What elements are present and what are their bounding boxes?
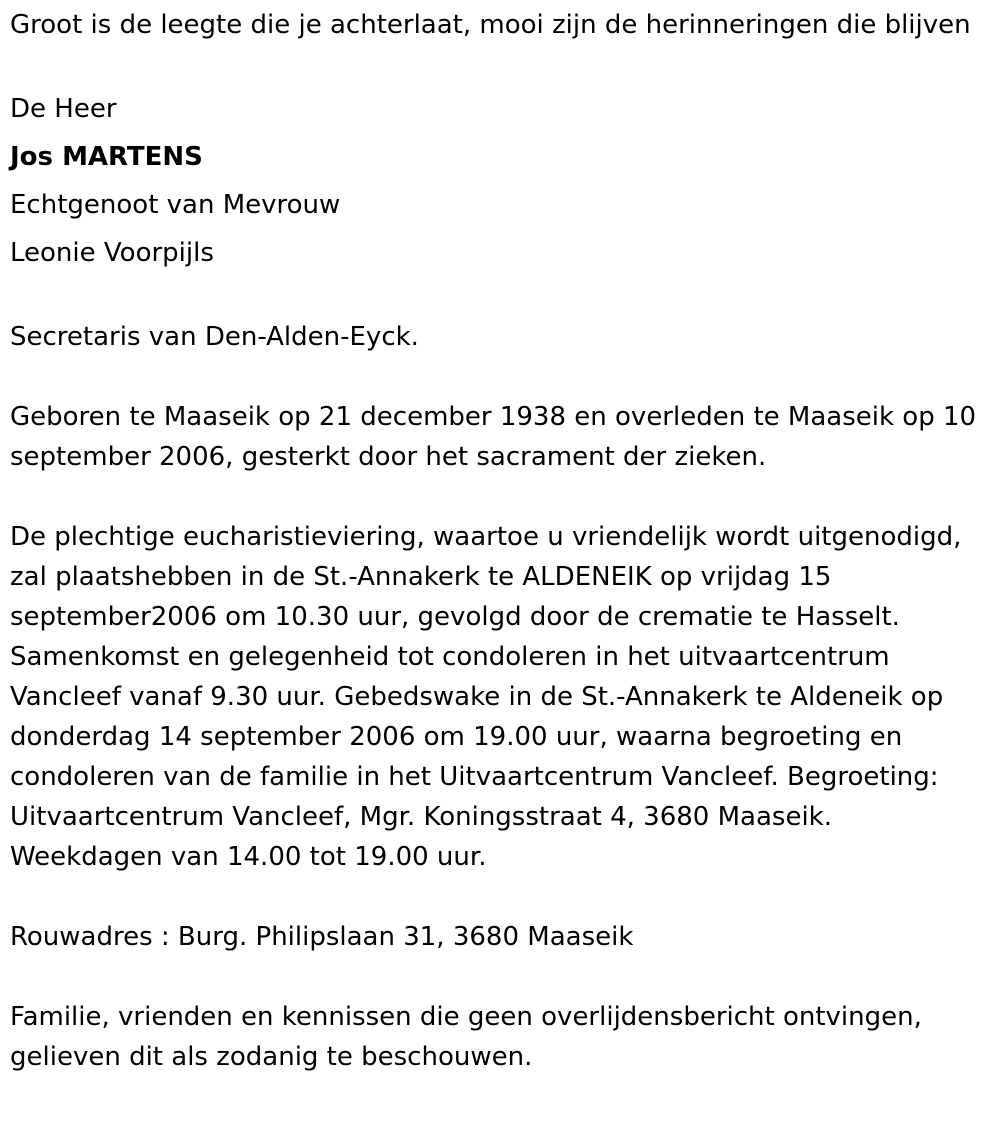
spacer bbox=[10, 45, 990, 85]
spacer bbox=[10, 877, 990, 917]
closing-note: Familie, vrienden en kennissen die geen overlijdensbericht ontvingen, gelieven dit als zodanig te beschouwen. bbox=[10, 1002, 922, 1072]
title-prefix: De Heer bbox=[10, 94, 117, 124]
spacer bbox=[10, 957, 990, 997]
mourning-address: Rouwadres : Burg. Philipslaan 31, 3680 Maaseik bbox=[10, 922, 634, 952]
ceremony-text: De plechtige eucharistieviering, waartoe u vriendelijk wordt uitgenodigd, zal plaatshebben in de St.-Annakerk te ALDENEIK op vrijdag 15 september2006 om 10.30 uur, gevolgd door de crematie te Hasselt. Samenkomst en gelegenheid tot condoleren in het uitvaartcentrum Vancleef vanaf 9.30 uur. Gebedswake in de St.-Annakerk te Aldeneik op donderdag 14 september 2006 om 19.00 uur, waarna begroeting en condoleren van de familie in het Uitvaartcentrum Vancleef. Begroeting: Uitvaartcentrum Vancleef, Mgr. Koningsstraat 4, 3680 Maaseik. Weekdagen van 14.00 tot 19.00 uur. bbox=[10, 522, 962, 872]
spacer bbox=[10, 357, 990, 397]
spouse-line-1: Echtgenoot van Mevrouw bbox=[10, 190, 341, 220]
function-text: Secretaris van Den-Alden-Eyck. bbox=[10, 322, 419, 352]
spacer bbox=[10, 277, 990, 317]
birth-death-text: Geboren te Maaseik op 21 december 1938 en overleden te Maaseik op 10 september 2006, gesterkt door het sacrament der zieken. bbox=[10, 402, 977, 472]
spouse-line-2: Leonie Voorpijls bbox=[10, 238, 214, 268]
motto-text: Groot is de leegte die je achterlaat, mooi zijn de herinneringen die blijven bbox=[10, 10, 971, 40]
deceased-name: Jos MARTENS bbox=[10, 142, 203, 172]
spacer bbox=[10, 477, 990, 517]
